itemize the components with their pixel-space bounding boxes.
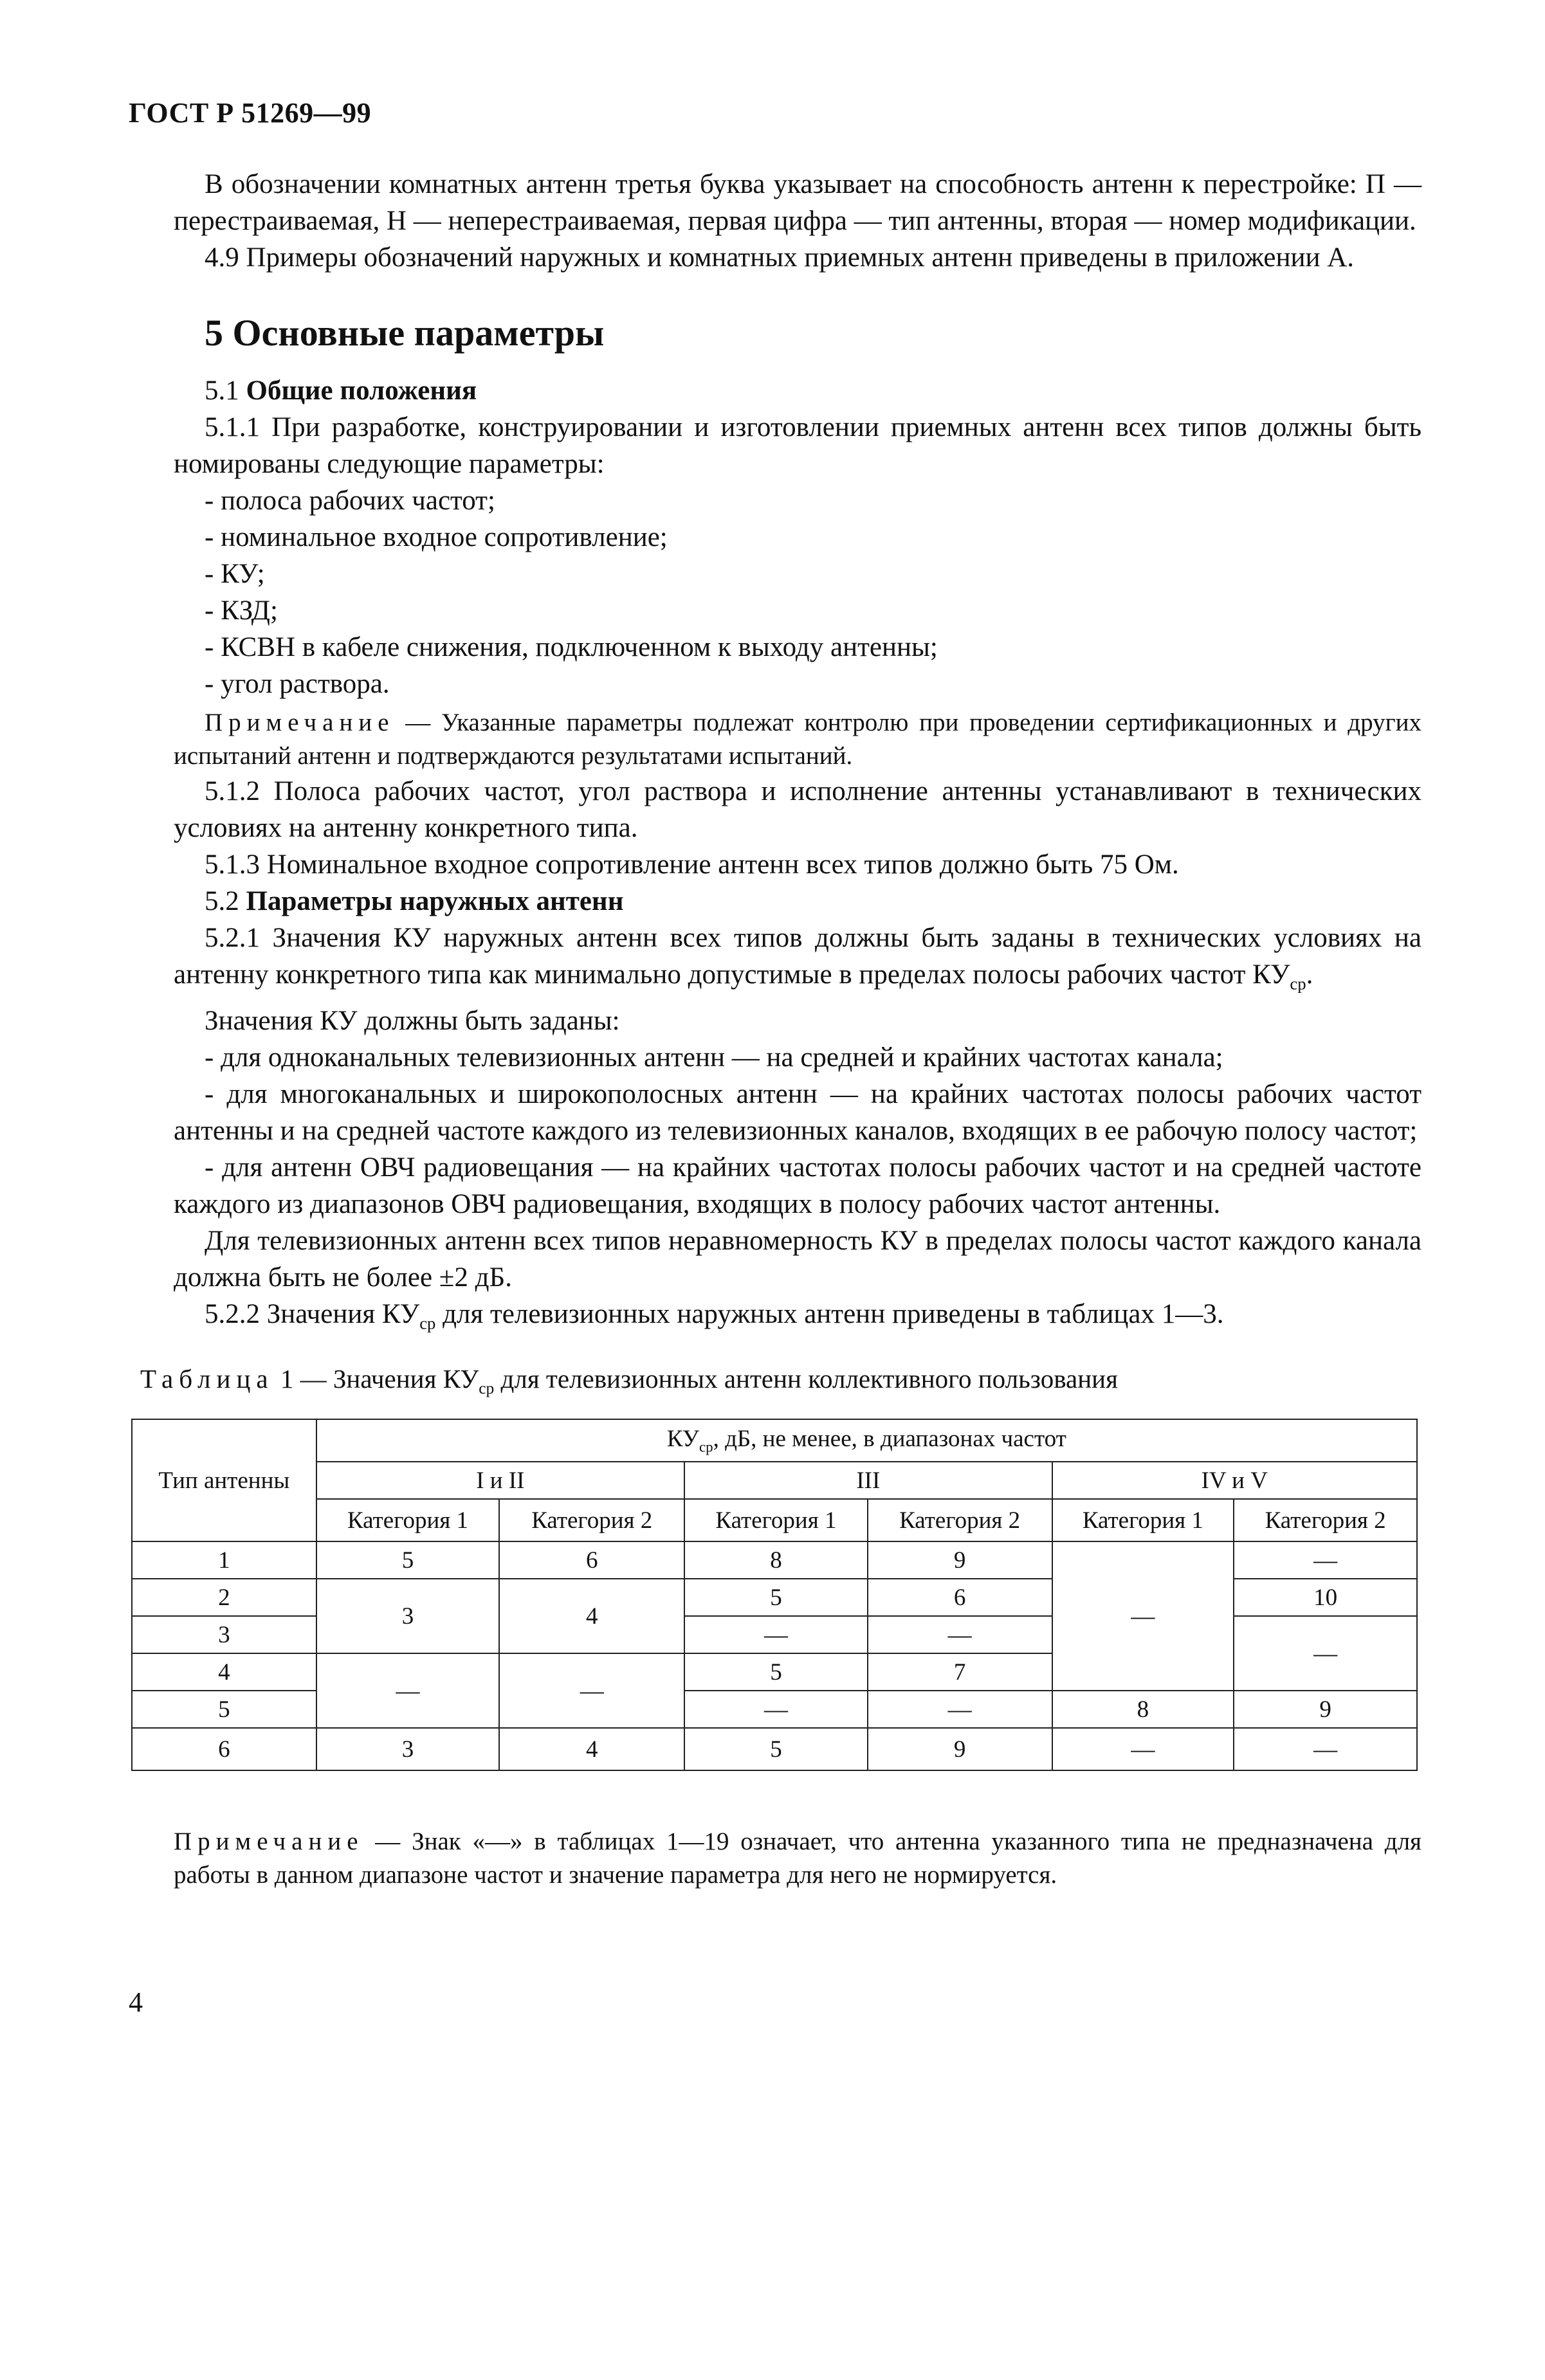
- note-1: [174, 706, 1422, 773]
- note-2-text: — Знак «—» в таблицах 1—19 означает, что антенна указанного типа не предназначена для работы в данном диапазоне частот и значение параметра для него не нормируется.: [174, 1828, 1422, 1889]
- table-category-row: [132, 1499, 1417, 1541]
- table-1: [131, 1419, 1418, 1771]
- note-1-text: — Указанные параметры подлежат контролю при проведении сертификационных и других испытаний антенн и подтверждаются результатами испытаний.: [174, 709, 1422, 770]
- clause-5-1-2: 5.1.2 Полоса рабочих частот, угол раствора и исполнение антенны устанавливают в технических условиях на антенну конкретного типа.: [174, 776, 1422, 843]
- clause-5-2-1-sub: ср: [1290, 974, 1306, 994]
- band-header: IV и V: [1052, 1462, 1417, 1499]
- param-item: - КЗД;: [205, 595, 278, 626]
- cell-value: 10: [1234, 1579, 1417, 1616]
- cell-value: 5: [316, 1541, 500, 1579]
- ku-item: - для одноканальных телевизионных антенн — на средней и крайних частотах канала;: [205, 1042, 1223, 1073]
- category-header: Категория 1: [316, 1499, 500, 1541]
- cell-value-merged: —: [1052, 1541, 1234, 1691]
- cell-value: 4: [499, 1728, 684, 1770]
- clause-5-2-2: [174, 1296, 1422, 1342]
- group-header-sub: ср: [699, 1439, 713, 1455]
- clause-4-9: 4.9 Примеры обозначений наружных и комнатных приемных антенн приведены в приложении А.: [205, 242, 1355, 273]
- cell-value: —: [868, 1691, 1052, 1728]
- cell-value: 5: [684, 1653, 868, 1691]
- clause-5-2-2-b: для телевизионных наружных антенн приведены в таблицах 1—3.: [435, 1298, 1224, 1329]
- cell-value: —: [1052, 1728, 1234, 1770]
- param-item: - КУ;: [205, 559, 265, 589]
- unevenness-paragraph: Для телевизионных антенн всех типов неравномерность КУ в пределах полосы частот каждого канала должна быть не более ±2 дБ.: [174, 1225, 1422, 1293]
- cell-type: 5: [132, 1691, 316, 1728]
- cell-value: 5: [684, 1728, 868, 1770]
- col-header-type: Тип антенны: [132, 1419, 316, 1541]
- cell-value: 6: [868, 1579, 1052, 1616]
- cell-value-merged: —: [499, 1653, 684, 1728]
- category-header: Категория 1: [684, 1499, 868, 1541]
- section-title: 5 Основные параметры: [205, 312, 605, 354]
- cell-value: 5: [684, 1579, 868, 1616]
- cell-value: 7: [868, 1653, 1052, 1691]
- cell-value: —: [1234, 1541, 1417, 1579]
- subsection-5-2: [174, 883, 1422, 920]
- group-header-a: КУ: [666, 1426, 699, 1453]
- cell-type: 4: [132, 1653, 316, 1691]
- table-row: [132, 1541, 1417, 1579]
- cell-value: 8: [1052, 1691, 1234, 1728]
- subsection-5-2-number: 5.2: [205, 886, 239, 916]
- cell-type: 3: [132, 1616, 316, 1653]
- cell-value: 9: [868, 1728, 1052, 1770]
- page-number: 4: [129, 1986, 143, 2018]
- ku-item: - для многоканальных и широкополосных антенн — на крайних частотах полосы рабочих частот антенны и на средней частоте каждого из телевизионных каналов, входящих в ее рабочую полосу частот;: [174, 1078, 1422, 1146]
- subsection-5-2-title: Параметры наружных антенн: [246, 886, 624, 916]
- table-1-caption-label: Таблица: [140, 1364, 274, 1394]
- band-header: III: [684, 1462, 1052, 1499]
- table-1-caption: [140, 1363, 1118, 1398]
- clause-5-2-1-end: .: [1306, 959, 1313, 990]
- cell-value-merged: 3: [316, 1579, 500, 1653]
- category-header: Категория 2: [1234, 1499, 1417, 1541]
- note-2-label: Примечание: [174, 1828, 364, 1855]
- cell-value: 9: [1234, 1691, 1417, 1728]
- document-header: ГОСТ Р 51269—99: [129, 97, 372, 129]
- param-item: - КСВН в кабеле снижения, подключенном к выходу антенны;: [205, 632, 938, 662]
- intro-paragraph: В обозначении комнатных антенн третья буква указывает на способность антенн к перестройке: П — перестраиваемая, Н — неперестраиваемая, первая цифра — тип антенны, вторая — номер модификации.: [174, 169, 1422, 236]
- table-1-caption-sub: ср: [479, 1379, 495, 1398]
- clause-5-2-2-a: 5.2.2 Значения КУ: [205, 1298, 420, 1329]
- category-header: Категория 1: [1052, 1499, 1234, 1541]
- note-2: [174, 1825, 1422, 1892]
- note-1-label: Примечание: [205, 709, 395, 736]
- param-item: - номинальное входное сопротивление;: [205, 522, 668, 552]
- clause-5-2-1-text: 5.2.1 Значения КУ наружных антенн всех типов должны быть заданы в технических условиях на антенну конкретного типа как минимально допустимые в пределах полосы рабочих частот КУ: [174, 923, 1422, 990]
- cell-type: 6: [132, 1728, 316, 1770]
- table-row: [132, 1728, 1417, 1770]
- cell-value-merged: 4: [499, 1579, 684, 1653]
- table-1-caption-num: 1 — Значения КУ: [273, 1364, 479, 1394]
- category-header: Категория 2: [499, 1499, 684, 1541]
- clause-5-1-1: 5.1.1 При разработке, конструировании и изготовлении приемных антенн всех типов должны быть номированы следующие параметры:: [174, 412, 1422, 479]
- cell-type: 1: [132, 1541, 316, 1579]
- cell-value: 8: [684, 1541, 868, 1579]
- subsection-5-1: [174, 372, 1422, 409]
- cell-value-merged: —: [1234, 1616, 1417, 1691]
- ku-intro: Значения КУ должны быть заданы:: [205, 1005, 620, 1036]
- param-item: - полоса рабочих частот;: [205, 486, 495, 516]
- table-header-row: [132, 1419, 1417, 1462]
- document-body: [174, 166, 1422, 1341]
- cell-value: —: [868, 1616, 1052, 1653]
- table-1-caption-rest: для телевизионных антенн коллективного пользования: [494, 1364, 1118, 1394]
- category-header: Категория 2: [868, 1499, 1052, 1541]
- cell-value: —: [684, 1691, 868, 1728]
- clause-5-1-3: 5.1.3 Номинальное входное сопротивление антенн всех типов должно быть 75 Ом.: [205, 849, 1179, 880]
- subsection-5-1-number: 5.1: [205, 376, 239, 406]
- cell-value: 3: [316, 1728, 500, 1770]
- group-header-b: , дБ, не менее, в диапазонах частот: [713, 1426, 1066, 1453]
- cell-value: —: [1234, 1728, 1417, 1770]
- clause-5-2-2-sub: ср: [419, 1313, 436, 1333]
- band-header: I и II: [316, 1462, 684, 1499]
- table-band-row: [132, 1462, 1417, 1499]
- param-item: - угол раствора.: [205, 669, 390, 699]
- cell-value-merged: —: [316, 1653, 500, 1728]
- clause-5-2-1: [174, 920, 1422, 1003]
- subsection-5-1-title: Общие положения: [246, 376, 477, 406]
- cell-value: 6: [499, 1541, 684, 1579]
- cell-type: 2: [132, 1579, 316, 1616]
- ku-item: - для антенн ОВЧ радиовещания — на крайних частотах полосы рабочих частот и на средней частоте каждого из диапазонов ОВЧ радиовещания, входящих в полосу рабочих частот антенны.: [174, 1152, 1422, 1219]
- col-header-group: [316, 1419, 1417, 1462]
- cell-value: —: [684, 1616, 868, 1653]
- cell-value: 9: [868, 1541, 1052, 1579]
